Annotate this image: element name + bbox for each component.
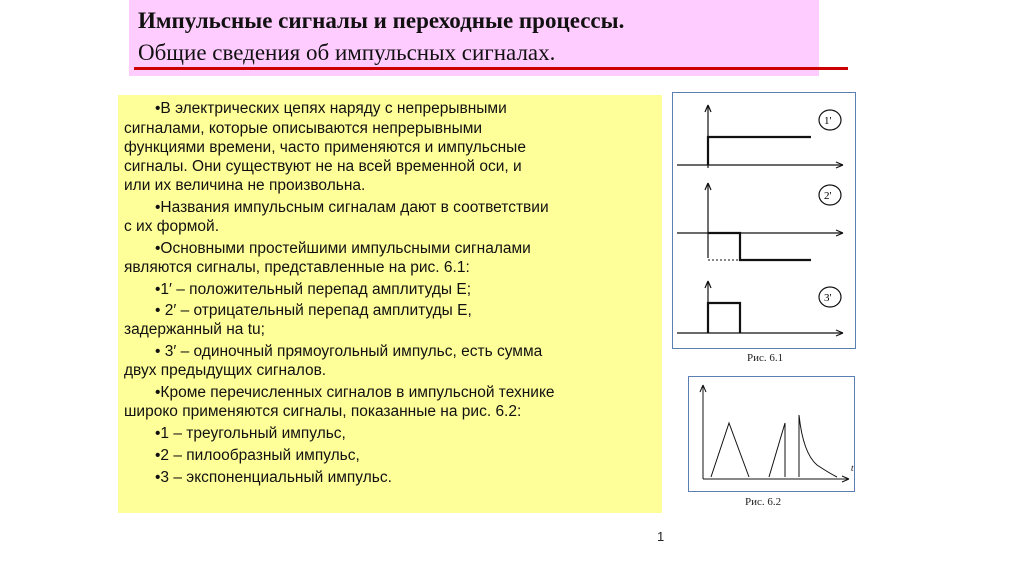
body-line: •Кроме перечисленных сигналов в импульсной технике xyxy=(155,384,555,401)
pulse-shapes-diagram xyxy=(689,377,859,491)
body-line: • 3′ – одиночный прямоугольный импульс, есть сумма xyxy=(155,343,543,360)
page-number: 1 xyxy=(657,529,665,544)
body-line: задержанный на tu; xyxy=(124,321,265,338)
figure-6-1-caption: Рис. 6.1 xyxy=(747,352,784,364)
title-underline xyxy=(134,67,848,70)
slide-title: Импульсные сигналы и переходные процессы. xyxy=(138,8,625,33)
label-1: 1' xyxy=(824,115,832,127)
figure-6-2-caption: Рис. 6.2 xyxy=(745,496,782,508)
body-line: функциями времени, часто применяются и импульсные xyxy=(124,139,526,156)
body-line: •1 – треугольный импульс, xyxy=(155,425,346,442)
figure-6-1 xyxy=(672,92,856,349)
body-line: •Названия импульсным сигналам дают в соответствии xyxy=(155,199,549,216)
body-line: •В электрических цепях наряду с непрерывными xyxy=(155,100,507,117)
body-line: с их формой. xyxy=(124,218,220,235)
body-line: сигналы. Они существуют не на всей временной оси, и xyxy=(124,158,522,175)
label-3: 3' xyxy=(824,292,832,304)
body-line: •2 – пилообразный импульс, xyxy=(155,447,360,464)
body-line: двух предыдущих сигналов. xyxy=(124,362,327,379)
step-signals-diagram xyxy=(673,93,855,348)
label-2: 2' xyxy=(824,190,832,202)
figure-6-2 xyxy=(688,376,855,492)
body-line: •3 – экспоненциальный импульс. xyxy=(155,469,392,486)
body-line: широко применяются сигналы, показанные на рис. 6.2: xyxy=(124,403,522,420)
body-line: являются сигналы, представленные на рис. 6.1: xyxy=(124,259,470,276)
body-line: или их величина не произвольна. xyxy=(124,177,366,194)
body-line: сигналами, которые описываются непрерывными xyxy=(124,120,483,137)
body-line: • 2′ – отрицательный перепад амплитуды E, xyxy=(155,302,472,319)
body-line: •1′ – положительный перепад амплитуды E; xyxy=(155,281,472,298)
body-line: •Основными простейшими импульсными сигналами xyxy=(155,240,531,257)
slide-subtitle: Общие сведения об импульсных сигналах. xyxy=(138,40,556,65)
axis-t-label: t xyxy=(851,463,854,473)
